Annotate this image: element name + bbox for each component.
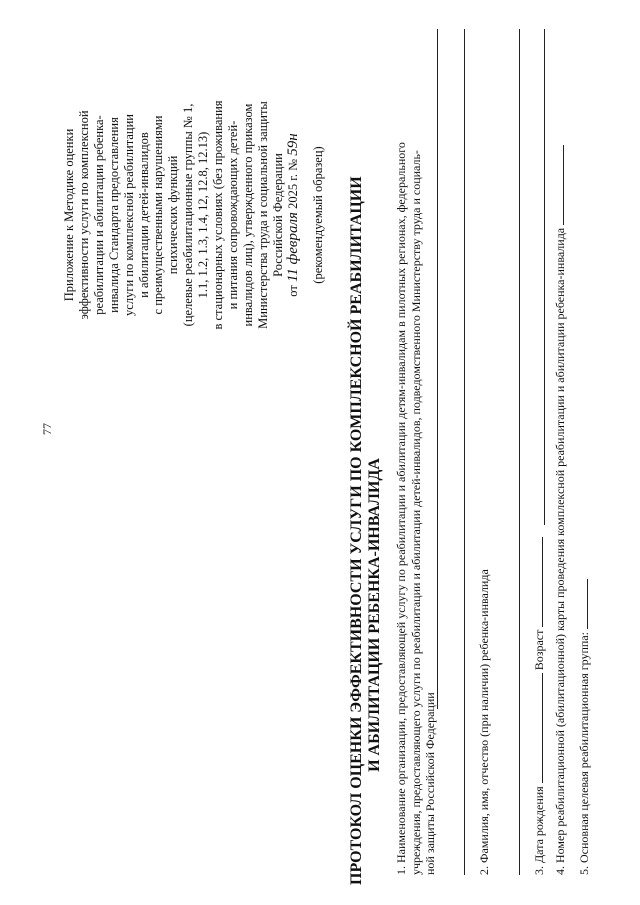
appendix-line: (целевые реабилитационные группы № 1, <box>181 103 196 327</box>
appendix-line: и абилитации детей-инвалидов <box>136 132 151 298</box>
appendix-line: реабилитации и абилитации ребенка- <box>91 115 106 315</box>
appendix-line: эффективности услуги по комплексной <box>76 110 91 320</box>
appendix-line: инвалида Стандарта предоставления <box>106 117 121 313</box>
field-rehab-group-label: 5. Основная целевая реабилитационная группа: <box>577 631 591 875</box>
appendix-line: Российской Федерации <box>270 153 285 277</box>
field-organization-line: учреждения, предоставляющего услуги по реабилитации и абилитации детей-инвалидов, подведомственного Министерству труда и социаль- <box>408 150 423 875</box>
page-number: 77 <box>40 423 54 435</box>
field-birth-age <box>532 537 547 875</box>
card-number-blank[interactable] <box>553 145 564 225</box>
date-prefix: от <box>285 285 300 297</box>
field-card-number <box>553 145 568 875</box>
field-child-name-blank[interactable] <box>519 29 520 875</box>
appendix-line: услуги по комплексной реабилитации <box>121 114 136 316</box>
sample-note: (рекомендуемый образец) <box>310 146 325 284</box>
rehab-group-blank[interactable] <box>577 579 588 629</box>
field-organization-blank-2[interactable] <box>464 29 465 875</box>
field-child-name-label: 2. Фамилия, имя, отчество (при наличии) ребенка-инвалида <box>477 569 491 875</box>
appendix-line: инвалидов лиц), утвержденного приказом <box>240 103 255 327</box>
appendix-line: в стационарных условиях (без проживания <box>211 100 226 330</box>
handwritten-number: 59н <box>284 133 301 156</box>
birth-date-blank[interactable] <box>532 673 543 783</box>
appendix-line: 1.1, 1.2, 1.3, 1.4, 12, 12.8, 12.13) <box>196 131 211 299</box>
title-line-1: ПРОТОКОЛ ОЦЕНКИ ЭФФЕКТИВНОСТИ УСЛУГИ ПО КОМПЛЕКСНОЙ РЕАБИЛИТАЦИИ <box>348 176 365 885</box>
field-organization-line: 1. Наименование организации, предоставляющей услугу по реабилитации и абилитации детям-инвалидам в пилотных регионах, федерального <box>394 142 408 875</box>
appendix-line: и питания сопровождающих детей- <box>225 120 240 310</box>
field-birth-label: 3. Дата рождения <box>532 786 546 875</box>
field-birth-age-blank[interactable] <box>544 29 545 525</box>
appendix-line: психических функций <box>166 155 181 275</box>
appendix-line: с преимущественными нарушениями <box>151 115 166 315</box>
field-child-name <box>477 569 492 875</box>
field-age-label: Возраст <box>532 629 546 671</box>
date-year: 2025 г. № <box>285 158 300 209</box>
appendix-date-line <box>286 25 301 405</box>
field-organization-blank[interactable] <box>437 29 438 709</box>
age-blank[interactable] <box>532 537 543 627</box>
field-card-number-label: 4. Номер реабилитационной (абилитационной) карты проведения комплексной реабилитации и абилитации ребенка-инвалида <box>553 227 567 875</box>
appendix-line: Министерства труда и социальной защиты <box>255 101 270 329</box>
handwritten-date: 11 февраля <box>284 212 301 283</box>
field-rehab-group <box>577 579 592 875</box>
document-title <box>348 176 384 885</box>
title-line-2: И АБИЛИТАЦИИ РЕБЕНКА-ИНВАЛИДА <box>366 458 383 772</box>
appendix-line: Приложение к Методике оценки <box>62 128 76 302</box>
field-organization-line: ной защиты Российской Федерации <box>423 692 438 875</box>
field-organization-label <box>394 15 438 875</box>
appendix-header <box>62 25 325 405</box>
